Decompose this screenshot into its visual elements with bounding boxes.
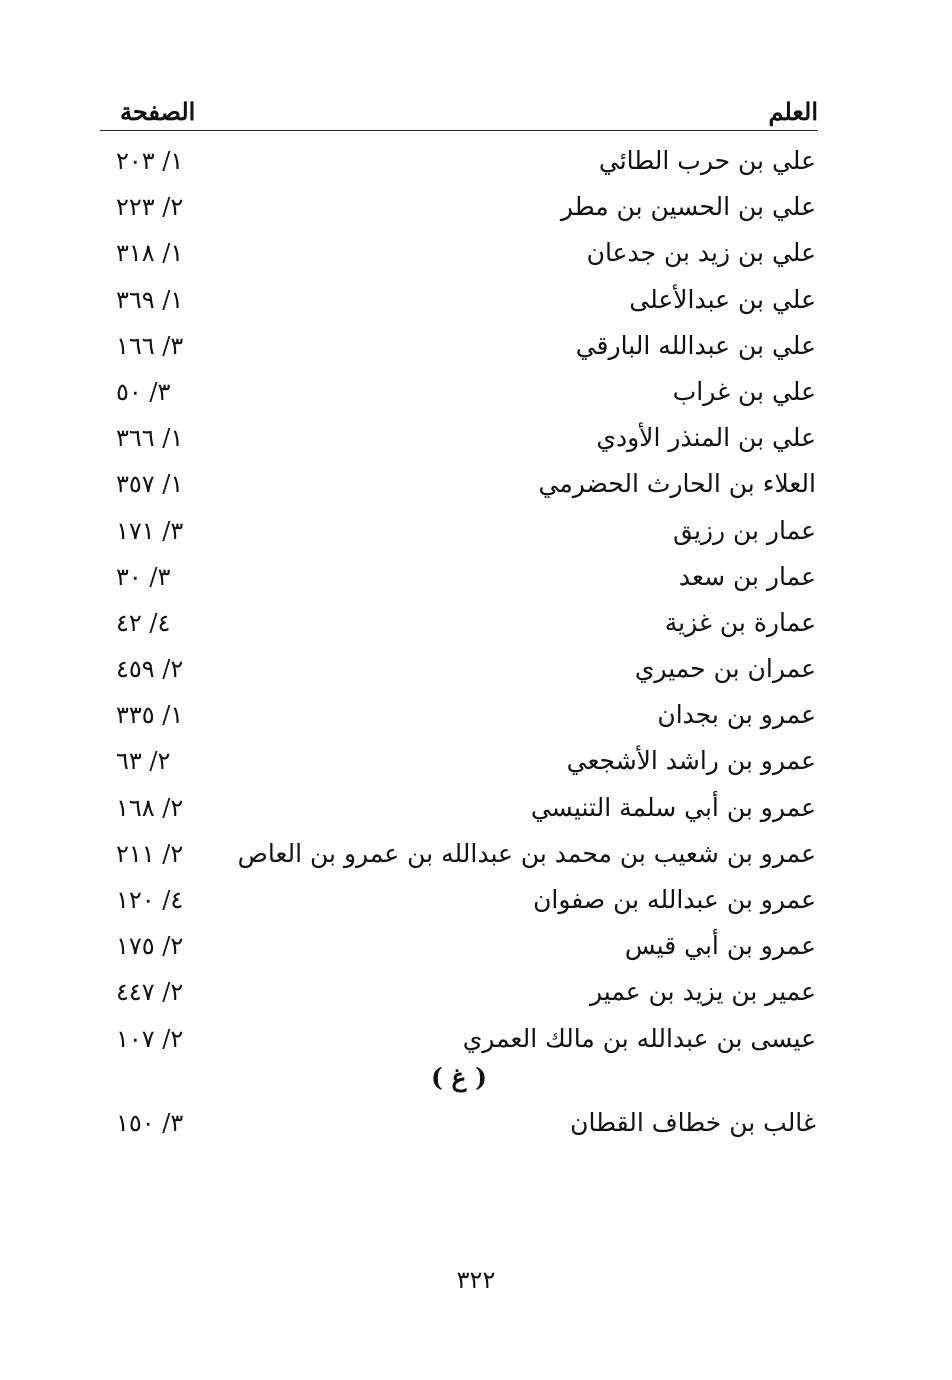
index-entry [100, 877, 818, 923]
entry-ref: ١/ ٢٠٣ [116, 147, 184, 175]
entry-name: عمرو بن شعيب بن محمد بن عبدالله بن عمرو بن العاص [237, 838, 816, 868]
entry-name: عمرو بن أبي سلمة التنيسي [530, 792, 816, 822]
entry-name: علي بن غراب [672, 376, 816, 406]
index-entry [100, 831, 818, 877]
entry-ref: ٤/ ٤٢ [116, 608, 171, 637]
entry-ref: ٤/ ١٢٠ [116, 886, 184, 914]
entry-ref: ٣/ ٥٠ [116, 377, 171, 406]
entry-ref: ٢/ ١٧٥ [116, 932, 184, 961]
index-entry [100, 646, 818, 692]
entry-ref: ١/ ٣٦٦ [116, 424, 184, 453]
entry-name: عمارة بن غزية [664, 607, 816, 637]
entry-ref: ١/ ٣٣٥ [116, 701, 184, 730]
index-entry [100, 1016, 818, 1062]
entry-name: عمرو بن راشد الأشجعي [566, 746, 816, 776]
entry-name: علي بن الحسين بن مطر [560, 192, 816, 222]
index-entry [100, 692, 818, 738]
entry-name: علي بن المنذر الأودي [596, 423, 816, 453]
entry-name: عمار بن رزيق [673, 515, 816, 545]
entry-ref: ٢/ ٦٣ [116, 747, 171, 776]
index-entry [100, 415, 818, 461]
index-entry [100, 138, 818, 184]
entry-name: عمار بن سعد [678, 561, 816, 591]
entry-ref: ٣/ ١٧١ [116, 516, 184, 545]
index-entry [100, 508, 818, 554]
entry-ref: ٢/ ٤٤٧ [116, 978, 184, 1007]
index-entry [100, 969, 818, 1015]
entry-name: عمير بن يزيد بن عمير [589, 977, 816, 1007]
entry-ref: ٢/ ٢٢٣ [116, 193, 184, 222]
entry-ref: ٢/ ١٦٨ [116, 793, 184, 822]
entry-ref: ٣/ ١٥٠ [116, 1109, 184, 1137]
index-entry [100, 323, 818, 369]
entry-name: عمرو بن بجدان [657, 700, 816, 730]
entry-name: عمرو بن عبدالله بن صفوان [533, 885, 816, 914]
entry-name: علي بن زيد بن جدعان [586, 238, 816, 268]
entry-ref: ١/ ٣٦٩ [116, 285, 184, 314]
index-entries-gh [100, 1100, 818, 1146]
entry-ref: ٢/ ٢١١ [116, 839, 184, 868]
index-entry [100, 1100, 818, 1146]
entry-name: العلاء بن الحارث الحضرمي [538, 469, 816, 499]
entry-name: عيسى بن عبدالله بن مالك العمري [462, 1023, 816, 1053]
index-entry [100, 600, 818, 646]
entry-ref: ١/ ٣١٨ [116, 239, 184, 268]
index-entry [100, 184, 818, 230]
index-entry [100, 277, 818, 323]
section-letter-heading: ( غ ) [431, 1063, 487, 1092]
index-entry [100, 923, 818, 969]
entry-name: علي بن عبدالأعلى [629, 284, 816, 314]
entry-ref: ٣/ ٣٠ [116, 562, 171, 591]
entry-name: غالب بن خطاف القطان [570, 1108, 816, 1137]
index-entry [100, 738, 818, 784]
entry-name: عمرو بن أبي قيس [624, 931, 816, 961]
entry-ref: ١/ ٣٥٧ [116, 470, 184, 499]
entry-ref: ٢/ ١٠٧ [116, 1024, 184, 1053]
entry-name: علي بن حرب الطائي [598, 146, 816, 175]
index-entry [100, 785, 818, 831]
index-entry [100, 461, 818, 507]
index-header [100, 94, 818, 131]
entry-name: علي بن عبدالله البارقي [575, 330, 816, 360]
index-entry [100, 230, 818, 276]
name-column-heading: العلم [768, 97, 818, 126]
entry-ref: ٢/ ٤٥٩ [116, 655, 184, 684]
index-entry [100, 554, 818, 600]
entry-ref: ٣/ ١٦٦ [116, 331, 184, 360]
index-entries [100, 138, 818, 1062]
entry-name: عمران بن حميري [634, 654, 816, 684]
index-entry [100, 369, 818, 415]
page-column-heading: الصفحة [120, 97, 196, 126]
page-number: ٣٢٢ [456, 1266, 496, 1294]
